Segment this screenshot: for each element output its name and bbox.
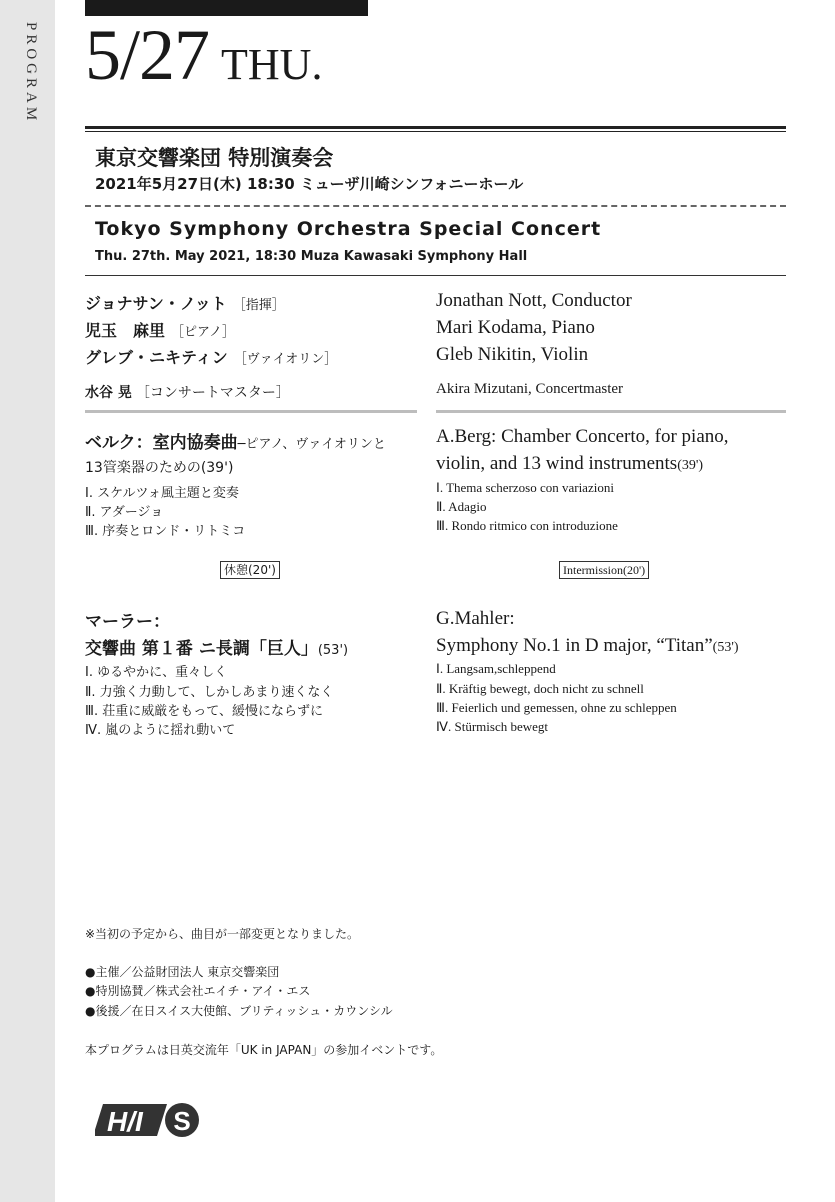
performer-role: ［ピアノ］: [171, 325, 235, 340]
work1-title: ベルク：室内協奏曲: [85, 433, 238, 453]
movement-jp: Ⅳ. 嵐のように揺れ動いて: [85, 723, 236, 738]
performer-name: グレブ・ニキティン: [85, 348, 228, 367]
work1-line2: violin, and 13 wind instruments: [436, 453, 678, 474]
movement-en: Ⅰ. Thema scherzoso con variazioni: [436, 480, 614, 495]
movement-jp: Ⅱ. アダージョ: [85, 505, 164, 520]
date-heading: [85, 14, 322, 97]
work1-line2-en: [436, 453, 703, 475]
intermission-en: Intermission(20'): [559, 561, 649, 579]
credit-sponsor: ●特別協賛／株式会社エイチ・アイ・エス: [85, 984, 311, 998]
work2-title: 交響曲 第１番 ニ長調「巨人」: [85, 639, 318, 659]
divider-right: [436, 410, 786, 413]
movement-en: Ⅱ. Kräftig bewegt, doch nicht zu schnell: [436, 681, 644, 696]
performer-en: Jonathan Nott, Conductor: [436, 290, 632, 311]
logo-text-hi: H/I: [107, 1106, 143, 1137]
work1-line1-en: A.Berg: Chamber Concerto, for piano,: [436, 426, 729, 447]
logo-text-s: S: [173, 1106, 191, 1136]
concertmaster-jp: [85, 382, 290, 402]
work2-line2-en: [436, 635, 739, 657]
movement-jp: Ⅲ. 序奏とロンド・リトミコ: [85, 524, 246, 539]
work2-title-en: Symphony No.1 in D major, “Titan”: [436, 635, 713, 656]
performer-role: ［指揮］: [232, 298, 285, 313]
work1-line2-jp: 13管楽器のための(39'): [85, 460, 234, 476]
movement-en: Ⅱ. Adagio: [436, 499, 487, 514]
movement-jp: Ⅰ. スケルツォ風主題と変奏: [85, 486, 239, 501]
performer-name: ジョナサン・ノット: [85, 294, 227, 313]
movement-en: Ⅰ. Langsam,schleppend: [436, 661, 556, 676]
date-day: THU.: [221, 40, 323, 89]
date-number: 5/27: [85, 15, 210, 95]
dashed-divider: [85, 205, 786, 207]
performer-en: Gleb Nikitin, Violin: [436, 344, 589, 365]
event-note: 本プログラムは日英交流年「UK in JAPAN」の参加イベントです。: [85, 1043, 443, 1057]
event-subtitle-en: Thu. 27th. May 2021, 18:30 Muza Kawasaki Symphony Hall: [95, 249, 528, 264]
work2-duration-en: (53'): [712, 640, 739, 655]
section-divider: [85, 275, 786, 276]
event-title-jp: 東京交響楽団 特別演奏会: [95, 146, 334, 170]
work1-duration: (39'): [677, 458, 704, 473]
concertmaster-name: 水谷 晃: [85, 385, 132, 401]
credit-support: ●後援／在日スイス大使館、ブリティッシュ・カウンシル: [85, 1004, 393, 1018]
movement-en: Ⅲ. Feierlich und gemessen, ohne zu schleppen: [436, 700, 677, 715]
work1-title-jp: [85, 428, 386, 453]
movement-en: Ⅲ. Rondo ritmico con introduzione: [436, 518, 618, 533]
event-subtitle-jp: 2021年5月27日(木) 18:30 ミューザ川崎シンフォニーホール: [95, 175, 524, 193]
sidebar-label: PROGRAM: [23, 22, 39, 125]
work2-line1-jp: マーラー：: [85, 612, 170, 632]
movement-jp: Ⅲ. 荘重に威厳をもって、緩慢にならずに: [85, 704, 323, 719]
header-rule-thin: [85, 131, 786, 132]
work2-duration-jp: (53'): [317, 643, 349, 658]
concertmaster-en: Akira Mizutani, Concertmaster: [436, 381, 624, 397]
his-logo: [95, 1100, 201, 1140]
work2-line1-en: G.Mahler:: [436, 608, 515, 629]
sidebar: [0, 0, 55, 1202]
concertmaster-role: ［コンサートマスター］: [135, 385, 290, 401]
credit-organizer: ●主催／公益財団法人 東京交響楽団: [85, 965, 280, 979]
work1-title-sub: ─ピアノ、ヴァイオリンと: [237, 437, 386, 452]
performer-en: Mari Kodama, Piano: [436, 317, 595, 338]
performer-jp: [85, 345, 337, 368]
program-change-note: ※当初の予定から、曲目が一部変更となりました。: [85, 927, 360, 941]
performer-name: 児玉 麻里: [85, 321, 166, 340]
event-title-en: Tokyo Symphony Orchestra Special Concert: [95, 218, 602, 240]
movement-jp: Ⅰ. ゆるやかに、重々しく: [85, 665, 228, 680]
performer-jp: [85, 318, 235, 341]
divider-left: [85, 410, 417, 413]
movement-jp: Ⅱ. 力強く力動して、しかしあまり速くなく: [85, 685, 334, 700]
performer-jp: [85, 291, 285, 314]
work2-line2-jp: [85, 634, 348, 659]
intermission-jp: 休憩(20'): [220, 561, 280, 579]
movement-en: Ⅳ. Stürmisch bewegt: [436, 719, 549, 734]
performer-role: ［ヴァイオリン］: [233, 352, 338, 367]
